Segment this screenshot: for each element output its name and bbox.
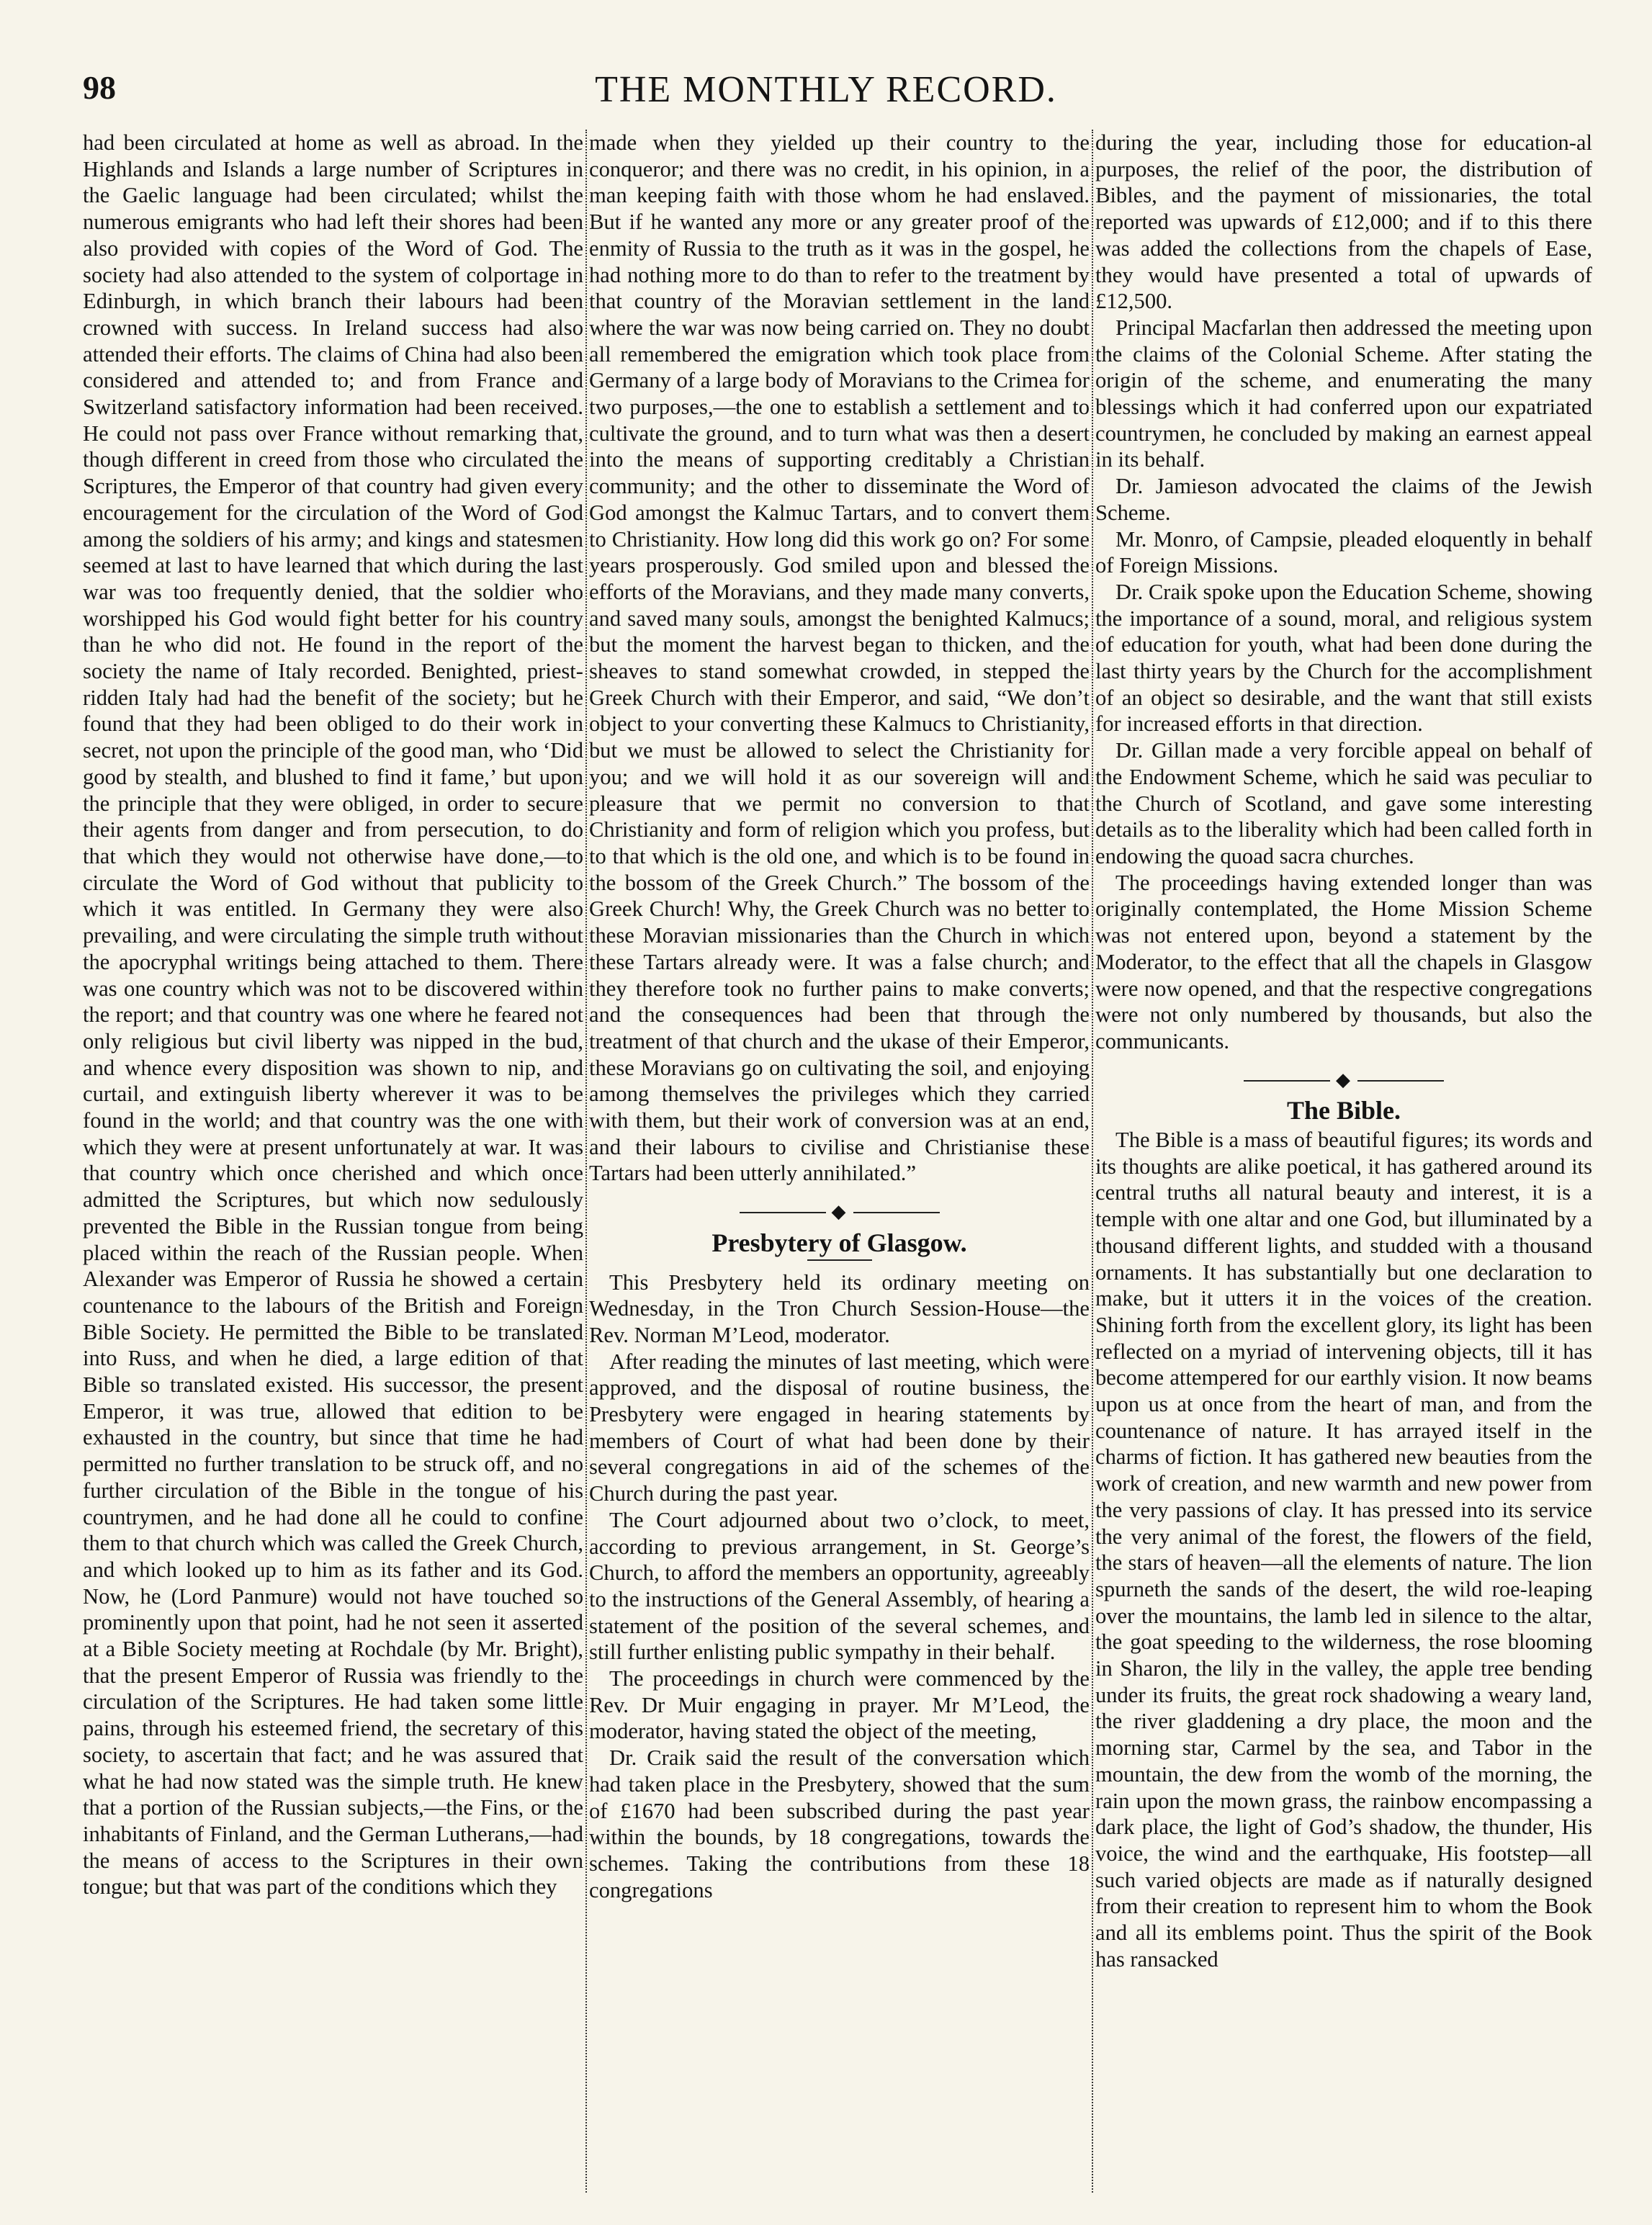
paragraph: The Court adjourned about two o’clock, to meet, according to previous arrangement, in St. George’s Church, to afford the members an opportunity, agreeably to the instructions of the General Assembly, of hearing a statement of the position of the several schemes, and still further enlisting public sympathy in their behalf. (589, 1507, 1090, 1665)
paragraph: The proceedings in church were commenced by the Rev. Dr Muir engaging in prayer. Mr M’Leod, the moderator, having stated the object of the meeting, (589, 1666, 1090, 1744)
paragraph: Dr. Gillan made a very forcible appeal on behalf of the Endowment Scheme, which he said was peculiar to the Church of Scotland, and gave some interesting details as to the liberality which had been called forth in endowing the quoad sacra churches. (1095, 738, 1592, 868)
paragraph: The Bible is a mass of beautiful figures; its words and its thoughts are alike poetical, it has gathered around its central truths all natural beauty and interest, it is a temple with one altar and one God, but illuminated by a thousand different lights, and studded with a thousand ornaments. It has substantially but one declaration to make, but it utters it in the voices of the creation. Shining forth from the excellent glory, its light has been reflected on a myriad of intervening objects, till it has become attempered for our earthly vision. It now beams upon us at once from the heart of man, and from the countenance of nature. It has arrayed itself in the charms of fiction. It has gathered new beauties from the work of creation, and new warmth and new power from the very passions of clay. It has pressed into its service the very animal of the forest, the flowers of the field, the stars of heaven—all the elements of nature. The lion spurneth the sands of the desert, the wild roe-leaping over the mountains, the lamb led in silence to the altar, the goat speeding to the wilderness, the rose blooming in Sharon, the lily in the valley, the apple tree bending under its fruits, the great rock shadowing a weary land, the river gladdening a dry place, the moon and the morning star, Carmel by the sea, and Tabor in the mountain, the dew from the womb of the morning, the rain upon the mown grass, the rainbow encompassing a dark place, the light of God’s shadow, the thunder, His voice, the wind and the earthquake, His footstep—all such varied objects are made as if naturally designed from their creation to represent him to whom the Book and all its emblems point. Thus the spirit of the Book has ransacked (1095, 1128, 1592, 1972)
paragraph: The proceedings having extended longer than was originally contemplated, the Home Mission Scheme was not entered upon, beyond a statement by the Moderator, to the effect that all the chapels in Glasgow were now opened, and that the respective congregations were not only numbered by thousands, but also the communicants. (1095, 870, 1592, 1053)
title-rule (807, 1259, 872, 1261)
column-2 (589, 130, 1090, 2193)
column-rule (1092, 130, 1093, 2193)
paragraph: This Presbytery held its ordinary meeting on Wednesday, in the Tron Church Session-House—the Rev. Norman M’Leod, moderator. (589, 1269, 1090, 1347)
paragraph: Principal Macfarlan then addressed the meeting upon the claims of the Colonial Scheme. After stating the origin of the scheme, and enumerating the many blessings which it had conferred upon our expatriated countrymen, he concluded by making an earnest appeal in its behalf. (1095, 315, 1592, 472)
paragraph: made when they yielded up their country to the conqueror; and there was no credit, in his opinion, in a man keeping faith with those whom he had enslaved. But if he wanted any more or any greater proof of the enmity of Russia to the truth as it was in the gospel, he had nothing more to do than to refer to the treatment by that country of the Moravian settlement in the land where the war was now being carried on. They no doubt all remembered the emigration which took place from Germany of a large body of Moravians to the Crimea for two purposes,—the one to establish a settlement and to cultivate the ground, and to turn what was then a desert into the means of supporting creditably a Christian community; and the other to disseminate the Word of God amongst the Kalmuc Tartars, and to convert them to Christianity. How long did this work go on? For some years prosperously. God smiled upon and blessed the efforts of the Moravians, and they made many converts, and saved many souls, amongst the benighted Kalmucs; but the moment the harvest began to thicken, and the sheaves to stand somewhat crowded, in stepped the Greek Church with their Emperor, and said, “We don’t object to your converting these Kalmucs to Christianity, but we must be allowed to select the Christianity for you; and we will hold it as our sovereign will and pleasure that we permit no conversion to that Christianity and form of religion which you profess, but to that which is the old one, and which is to be found in the bossom of the Greek Church.” The bossom of the Greek Church! Why, the Greek Church was no better to these Moravian missionaries than the Church in which these Tartars already were. It was a false church; and they therefore took no further pains to make converts; and the consequences had been that through the treatment of that church and the ukase of their Emperor, these Moravians go on cultivating the soil, and enjoying among themselves the privileges which they carried with them, but their work of conversion was at an end, and their labours to civilise and Christianise these Tartars had been utterly annihilated.” (589, 130, 1090, 1186)
column-1 (83, 130, 583, 2193)
column-3 (1095, 130, 1592, 2193)
paragraph: Mr. Monro, of Campsie, pleaded eloquently in behalf of Foreign Missions. (1095, 526, 1592, 578)
paragraph: After reading the minutes of last meeting, which were approved, and the disposal of routine business, the Presbytery were engaged in hearing statements by members of Court of what had been done by their several congregations in aid of the schemes of the Church during the past year. (589, 1349, 1090, 1506)
section-ornament: ◆ (589, 1198, 1090, 1226)
paragraph: Dr. Craik spoke upon the Education Scheme, showing the importance of a sound, moral, and religious system of education for youth, what had been done during the last thirty years by the Church for the accomplishment of an object so desirable, and the want that still exists for increased efforts in that direction. (1095, 579, 1592, 737)
column-rule (585, 130, 587, 2193)
page-number: 98 (83, 69, 116, 106)
page-header (83, 68, 1569, 119)
paragraph: Dr. Craik said the result of the conversation which had taken place in the Presbytery, showed that the sum of £1670 had been subscribed during the past year within the bounds, by 18 congregations, towards the schemes. Taking the contributions from these 18 congregations (589, 1745, 1090, 1902)
section-ornament: ◆ (1095, 1066, 1592, 1094)
paragraph: during the year, including those for education-al purposes, the relief of the poor, the distribution of Bibles, and the payment of missionaries, the total reported was upwards of £12,000; and if to this there was added the collections from the chapels of Ease, they would have presented a total of upwards of £12,500. (1095, 130, 1592, 314)
section-title-bible: The Bible. (1286, 1096, 1401, 1125)
running-title: THE MONTHLY RECORD. (595, 69, 1057, 110)
paragraph: had been circulated at home as well as abroad. In the Highlands and Islands a large number of Scriptures in the Gaelic language had been circulated; whilst the numerous emigrants who had left their shores had been also provided with copies of the Word of God. The society had also attended to the system of colportage in Edinburgh, in which branch their labours had been crowned with success. In Ireland success had also attended their efforts. The claims of China had also been considered and attended to; and from France and Switzerland satisfactory information had been received. He could not pass over France without remarking that, though different in creed from those who circulated the Scriptures, the Emperor of that country had given every encouragement for the circulation of the Word of God among the soldiers of his army; and kings and statesmen seemed at last to have learned that which during the last war was too frequently denied, that the soldier who worshipped his God would fight better for his country than he who did not. He found in the report of the society the name of Italy recorded. Benighted, priest-ridden Italy had had the benefit of the society; but he found that they had been obliged to do their work in secret, not upon the principle of the good man, who ‘Did good by stealth, and blushed to find it fame,’ but upon the principle that they were obliged, in order to secure their agents from danger and from persecution, to do that which they would not otherwise have done,—to circulate the Word of God without that publicity to which it was entitled. In Germany they were also prevailing, and were circulating the simple truth without the apocryphal writings being attached to them. There was one country which was not to be discovered within the report; and that country was one where he feared not only religious but civil liberty was nipped in the bud, and whence every disposition was shown to nip, and curtail, and extinguish liberty wherever it was to be found in the world; and that country was the one with which they were at present unfortunately at war. It was that country which once cherished and which once admitted the Scriptures, but which now sedulously prevented the Bible in the Russian tongue from being placed within the reach of the Russian people. When Alexander was Emperor of Russia he showed a certain countenance to the labours of the British and Foreign Bible Society. He permitted the Bible to be translated into Russ, and when he died, a large edition of that Bible so translated existed. His successor, the present Emperor, it was true, allowed that edition to be exhausted in the country, but since that time he had permitted no further translation to be struck off, and no further circulation of the Bible in the tongue of his countrymen, and he had done all he could to confine them to that church which was called the Greek Church, and which looked up to him as its father and its God. Now, he (Lord Panmure) would not have touched so prominently upon that point, had he not seen it asserted at a Bible Society meeting at Rochdale (by Mr. Bright), that the present Emperor of Russia was friendly to the circulation of the Scriptures. He had taken some little pains, through his esteemed friend, the secretary of this society, to ascertain that fact; and he was assured that what he had now stated was the simple truth. He knew that a portion of the Russian subjects,—the Fins, or the inhabitants of Finland, and the German Lutherans,—had the means of access to the Scriptures in their own tongue; but that was part of the conditions which they (83, 130, 583, 1900)
paragraph: Dr. Jamieson advocated the claims of the Jewish Scheme. (1095, 474, 1592, 525)
section-title-presbytery: Presbytery of Glasgow. (711, 1228, 967, 1257)
